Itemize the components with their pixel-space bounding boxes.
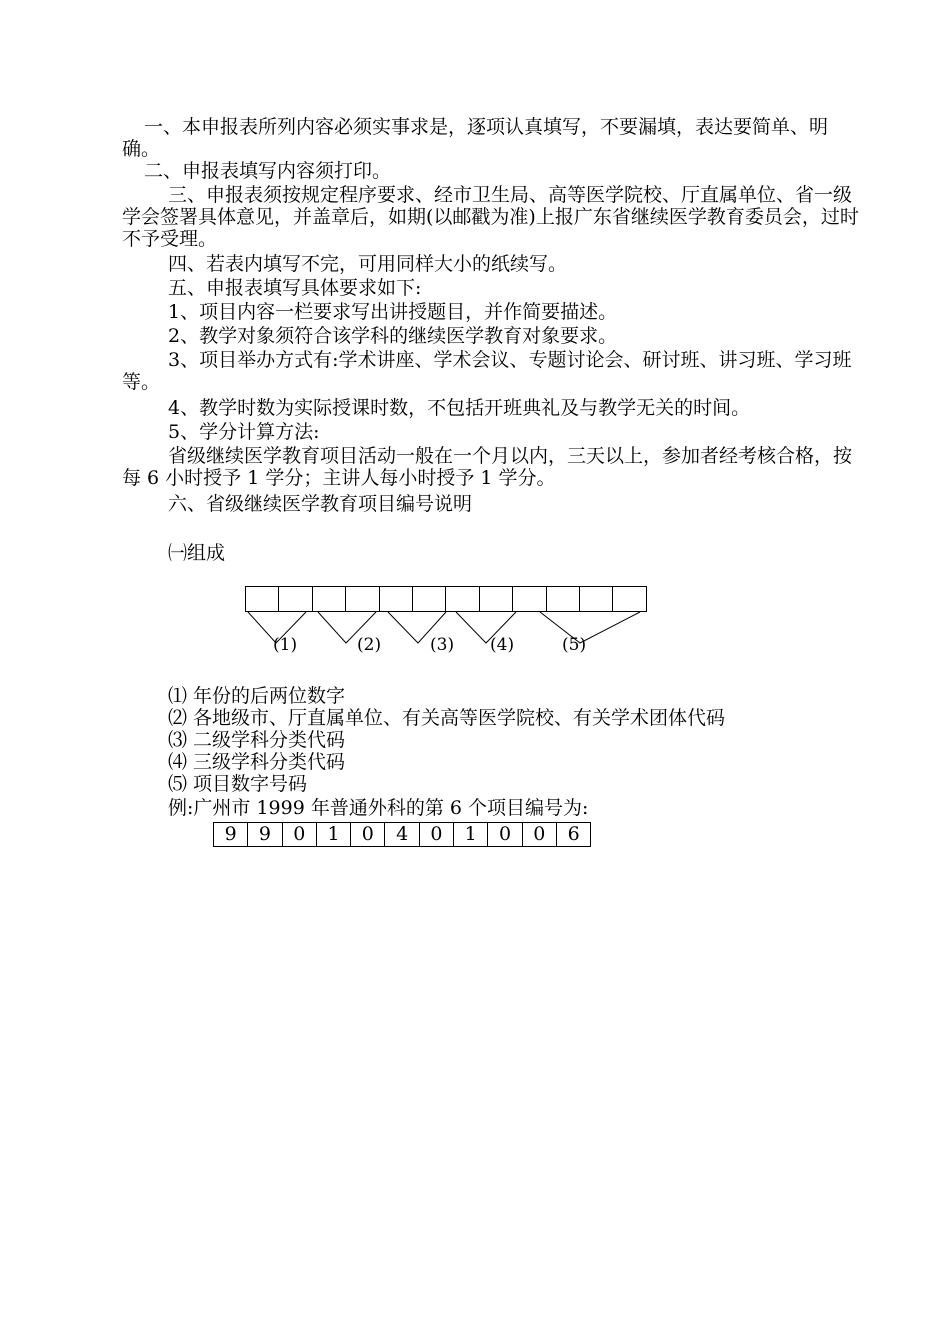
code-box-row bbox=[245, 586, 647, 612]
instruction-5-5: 5、学分计算方法: bbox=[168, 421, 320, 443]
example-digit: 1 bbox=[454, 823, 488, 846]
instruction-5-5-detail: 省级继续医学教育项目活动一般在一个月以内，三天以上，参加者经考核合格，按每 6 小时授予 1 学分；主讲人每小时授予 1 学分。 bbox=[122, 445, 853, 489]
legend-item-2: ⑵ 各地级市、厅直属单位、有关高等医学院校、有关学术团体代码 bbox=[168, 707, 726, 729]
legend-item-3: ⑶ 二级学科分类代码 bbox=[168, 729, 346, 751]
example-digit: 0 bbox=[488, 823, 522, 846]
code-box bbox=[446, 587, 479, 611]
code-box bbox=[279, 587, 312, 611]
example-digit: 4 bbox=[385, 823, 419, 846]
legend-item-1: ⑴ 年份的后两位数字 bbox=[168, 685, 346, 707]
code-box bbox=[246, 587, 279, 611]
code-box bbox=[613, 587, 646, 611]
example-digit: 6 bbox=[557, 823, 591, 846]
example-digit: 0 bbox=[420, 823, 454, 846]
example-digit: 9 bbox=[248, 823, 282, 846]
bracket-label-1: (1) bbox=[273, 635, 298, 655]
code-box bbox=[513, 587, 546, 611]
bracket-label-3: (3) bbox=[430, 635, 455, 655]
code-box bbox=[580, 587, 613, 611]
composition-heading: ㈠组成 bbox=[168, 542, 226, 564]
instruction-1: 一、本申报表所列内容必须实事求是，逐项认真填写，不要漏填，表达要简单、明确。 bbox=[122, 116, 829, 160]
example-digit: 1 bbox=[317, 823, 351, 846]
legend-item-5: ⑸ 项目数字号码 bbox=[168, 773, 308, 795]
example-digit: 0 bbox=[283, 823, 317, 846]
legend-item-4: ⑷ 三级学科分类代码 bbox=[168, 751, 346, 773]
instruction-5: 五、申报表填写具体要求如下: bbox=[168, 277, 422, 299]
example-digit: 9 bbox=[214, 823, 248, 846]
bracket-label-5: (5) bbox=[562, 635, 587, 655]
instruction-5-3: 3、项目举办方式有:学术讲座、学术会议、专题讨论会、研讨班、讲习班、学习班等。 bbox=[122, 349, 852, 393]
bracket-label-2: (2) bbox=[357, 635, 382, 655]
example-digit: 0 bbox=[523, 823, 557, 846]
instruction-6: 六、省级继续医学教育项目编号说明 bbox=[168, 493, 473, 515]
example-label: 例:广州市 1999 年普通外科的第 6 个项目编号为: bbox=[168, 797, 589, 819]
code-box bbox=[346, 587, 379, 611]
code-box bbox=[413, 587, 446, 611]
code-box bbox=[313, 587, 346, 611]
instruction-5-4: 4、教学时数为实际授课时数，不包括开班典礼及与教学无关的时间。 bbox=[168, 397, 751, 419]
code-box bbox=[380, 587, 413, 611]
instruction-2: 二、申报表填写内容须打印。 bbox=[144, 160, 392, 182]
code-box bbox=[547, 587, 580, 611]
bracket-5 bbox=[540, 612, 640, 643]
code-box bbox=[480, 587, 513, 611]
instruction-3: 三、申报表须按规定程序要求、经市卫生局、高等医学院校、厅直属单位、省一级学会签署具体意见，并盖章后，如期(以邮戳为准)上报广东省继续医学教育委员会，过时不予受理。 bbox=[122, 184, 859, 250]
example-digit: 0 bbox=[351, 823, 385, 846]
instruction-4: 四、若表内填写不完，可用同样大小的纸续写。 bbox=[168, 253, 568, 275]
instruction-5-1: 1、项目内容一栏要求写出讲授题目，并作简要描述。 bbox=[168, 301, 618, 323]
example-number-table bbox=[213, 822, 591, 847]
instruction-5-2: 2、教学对象须符合该学科的继续医学教育对象要求。 bbox=[168, 325, 618, 347]
bracket-label-4: (4) bbox=[490, 635, 515, 655]
